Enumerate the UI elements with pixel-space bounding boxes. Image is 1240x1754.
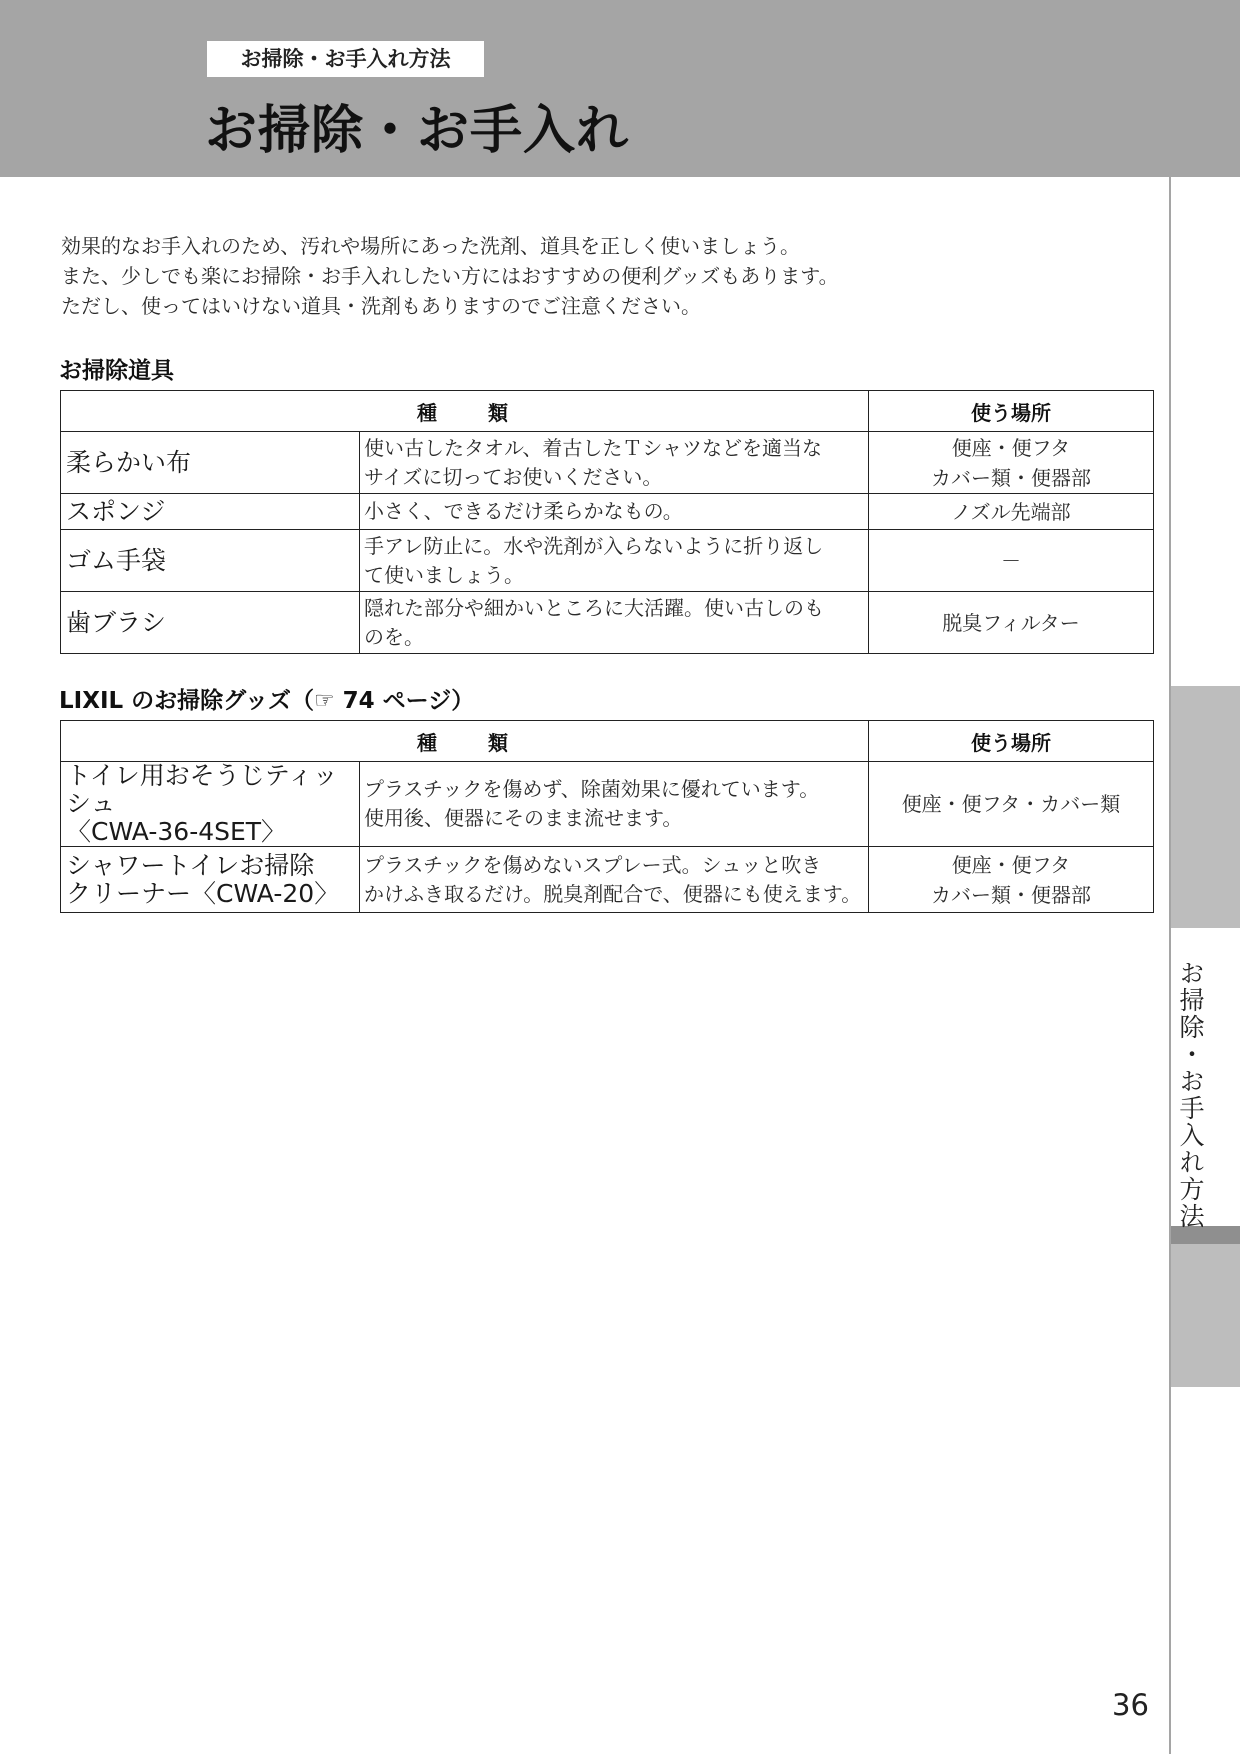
page-number: 36 bbox=[1112, 1688, 1149, 1722]
description-line: て使いましょう。 bbox=[364, 562, 524, 587]
description-line: 使用後、便器にそのまま流せます。 bbox=[364, 806, 683, 830]
tool-name: ゴム手袋 bbox=[61, 530, 360, 592]
goods-heading bbox=[59, 682, 474, 715]
tool-name: 柔らかい布 bbox=[61, 432, 360, 494]
description-line: かけふき取るだけ。脱臭剤配合で、便器にも使えます。 bbox=[364, 881, 862, 906]
column-header-place: 使う場所 bbox=[869, 721, 1154, 762]
product-place bbox=[869, 847, 1154, 913]
description-line: サイズに切ってお使いください。 bbox=[364, 464, 663, 489]
table-header-row bbox=[61, 721, 1154, 762]
product-name-line: シャワートイレお掃除 bbox=[66, 850, 315, 880]
place-line: 便座・便フタ bbox=[951, 435, 1071, 460]
place-line: 脱臭フィルター bbox=[942, 610, 1080, 635]
product-name-line: 〈CWA-36-4SET〉 bbox=[66, 817, 287, 846]
description-line: 使い古したタオル、着古したＴシャツなどを適当な bbox=[364, 435, 822, 460]
description-line: 小さく、できるだけ柔らかなもの。 bbox=[364, 499, 683, 523]
table-row bbox=[61, 847, 1154, 913]
tools-heading: お掃除道具 bbox=[59, 358, 174, 384]
pointing-hand-icon: ☞ bbox=[314, 688, 335, 714]
description-line: のを。 bbox=[364, 624, 424, 649]
tool-place bbox=[869, 432, 1154, 494]
tool-description bbox=[360, 432, 869, 494]
tool-description bbox=[360, 494, 869, 530]
intro-line: ただし、使ってはいけない道具・洗剤もありますのでご注意ください。 bbox=[61, 294, 701, 318]
product-name-line: クリーナー〈CWA-20〉 bbox=[66, 878, 340, 908]
place-line: 便座・便フタ・カバー類 bbox=[901, 792, 1121, 816]
column-header-place: 使う場所 bbox=[869, 391, 1154, 432]
place-line: ノズル先端部 bbox=[951, 499, 1071, 524]
side-tab-lower bbox=[1171, 1244, 1240, 1387]
product-description bbox=[360, 847, 869, 913]
table-row bbox=[61, 762, 1154, 847]
column-header-kind: 種 類 bbox=[61, 721, 869, 762]
table-header-row bbox=[61, 391, 1154, 432]
tool-description bbox=[360, 530, 869, 592]
place-line: カバー類・便器部 bbox=[931, 465, 1091, 490]
tool-name: スポンジ bbox=[61, 494, 360, 530]
tool-name: 歯ブラシ bbox=[61, 592, 360, 654]
place-line: カバー類・便器部 bbox=[931, 882, 1091, 907]
description-line: 手アレ防止に。水や洗剤が入らないように折り返し bbox=[364, 533, 824, 558]
table-row bbox=[61, 592, 1154, 654]
place-line: 便座・便フタ bbox=[951, 852, 1071, 877]
table-row bbox=[61, 432, 1154, 494]
table-row bbox=[61, 494, 1154, 530]
tool-place bbox=[869, 494, 1154, 530]
tool-description bbox=[360, 592, 869, 654]
table-row bbox=[61, 530, 1154, 592]
column-header-kind: 種 類 bbox=[61, 391, 869, 432]
description-line: 隠れた部分や細かいところに大活躍。使い古しのも bbox=[364, 595, 824, 620]
intro-line: また、少しでも楽にお掃除・お手入れしたい方にはおすすめの便利グッズもあります。 bbox=[61, 264, 839, 288]
side-tab-upper bbox=[1171, 686, 1240, 928]
tool-place bbox=[869, 530, 1154, 592]
product-description bbox=[360, 762, 869, 847]
product-name bbox=[61, 847, 360, 913]
description-line: プラスチックを傷めないスプレー式。シュッと吹き bbox=[364, 852, 822, 877]
product-place bbox=[869, 762, 1154, 847]
goods-table bbox=[60, 720, 1154, 913]
product-name-line: トイレ用おそうじティッシュ bbox=[66, 761, 338, 818]
section-tag: お掃除・お手入れ方法 bbox=[207, 41, 484, 77]
page-reference-link[interactable]: 74 ページ） bbox=[334, 688, 475, 714]
intro-paragraph bbox=[61, 231, 1141, 321]
page-title: お掃除・お手入れ bbox=[205, 101, 630, 161]
description-line: プラスチックを傷めず、除菌効果に優れています。 bbox=[364, 777, 820, 801]
product-name bbox=[61, 762, 360, 847]
side-tab-label: お掃除・お手入れ方法 bbox=[1176, 960, 1205, 1230]
tools-table bbox=[60, 390, 1154, 654]
goods-heading-text: LIXIL のお掃除グッズ（ bbox=[59, 688, 315, 714]
intro-line: 効果的なお手入れのため、汚れや場所にあった洗剤、道具を正しく使いましょう。 bbox=[61, 234, 800, 258]
tool-place bbox=[869, 592, 1154, 654]
place-line: － bbox=[1001, 548, 1021, 573]
